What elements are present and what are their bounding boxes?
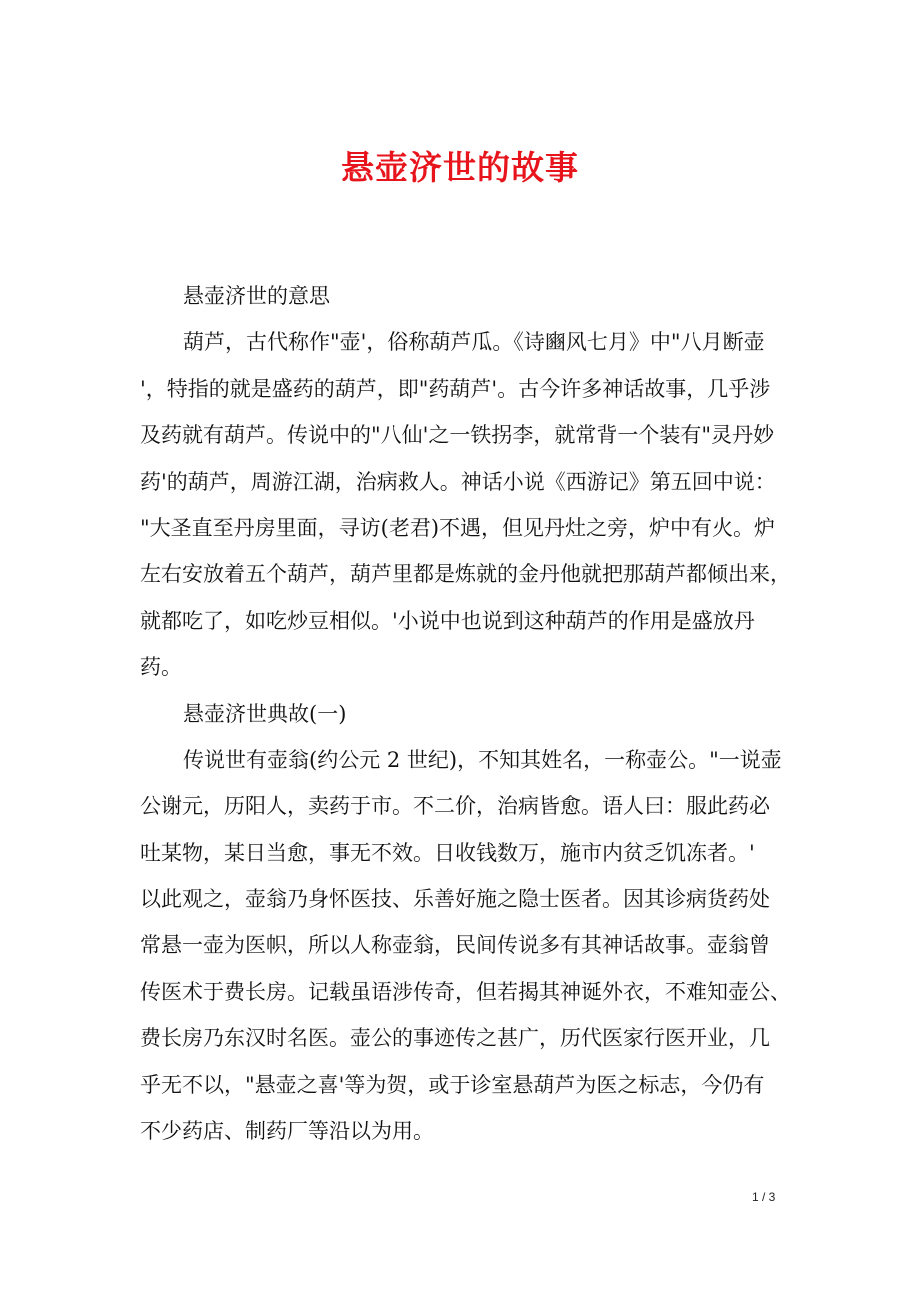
paragraph [140, 698, 790, 744]
text-line: 悬壶济世典故(一) [183, 701, 347, 726]
text-line: 药'的葫芦，周游江湖，治病救人。神话小说《西游记》第五回中说： [140, 469, 776, 494]
text-line: 左右安放着五个葫芦，葫芦里都是炼就的金丹他就把那葫芦都倾出来， [140, 562, 791, 587]
text-line: 传医术于费长房。记载虽语涉传奇，但若揭其神诞外衣，不难知壶公、 [140, 979, 791, 1004]
text-line: '，特指的就是盛药的葫芦，即"药葫芦'。古今许多神话故事，几乎涉 [140, 376, 771, 401]
page-number: 1 / 3 [752, 1190, 776, 1204]
text-line: 药。 [140, 655, 182, 680]
text-line: "大圣直至丹房里面，寻访(老君)不遇，但见丹灶之旁，炉中有火。炉 [140, 515, 776, 540]
text-line: 以此观之，壶翁乃身怀医技、乐善好施之隐士医者。因其诊病货药处 [140, 887, 770, 912]
paragraph [140, 744, 790, 1162]
text-line: 乎无不以，"悬壶之喜'等为贺，或于诊室悬葫芦为医之标志，今仍有 [140, 1072, 765, 1097]
text-line: 就都吃了，如吃炒豆相似。'小说中也说到这种葫芦的作用是盛放丹 [140, 608, 755, 633]
text-line: 不少药店、制药厂等沿以为用。 [140, 1119, 434, 1144]
text-line: 悬壶济世的意思 [183, 284, 330, 308]
text-line: 费长房乃东汉时名医。壶公的事迹传之甚广，历代医家行医开业，几 [140, 1026, 770, 1051]
text-line: 吐某物，某日当愈，事无不效。日收钱数万，施市内贫乏饥冻者。' [140, 840, 755, 865]
text-line: 葫芦，古代称作"壶'，俗称葫芦瓜。《诗豳风七月》中"八月断壶 [183, 330, 765, 355]
document-title: 悬壶济世的故事 [341, 148, 579, 187]
text-line: 传说世有壶翁(约公元 2 世纪)，不知其姓名，一称壶公。"一说壶 [183, 747, 782, 772]
paragraph [140, 326, 790, 697]
text-line: 及药就有葫芦。传说中的"八仙'之一铁拐李，就常背一个装有"灵丹妙 [140, 423, 775, 448]
document-body [140, 280, 790, 1161]
text-line: 公谢元，历阳人，卖药于市。不二价，治病皆愈。语人曰：服此药必 [140, 794, 770, 819]
paragraph [140, 280, 790, 326]
text-line: 常悬一壶为医帜，所以人称壶翁，民间传说多有其神话故事。壶翁曾 [140, 933, 770, 958]
